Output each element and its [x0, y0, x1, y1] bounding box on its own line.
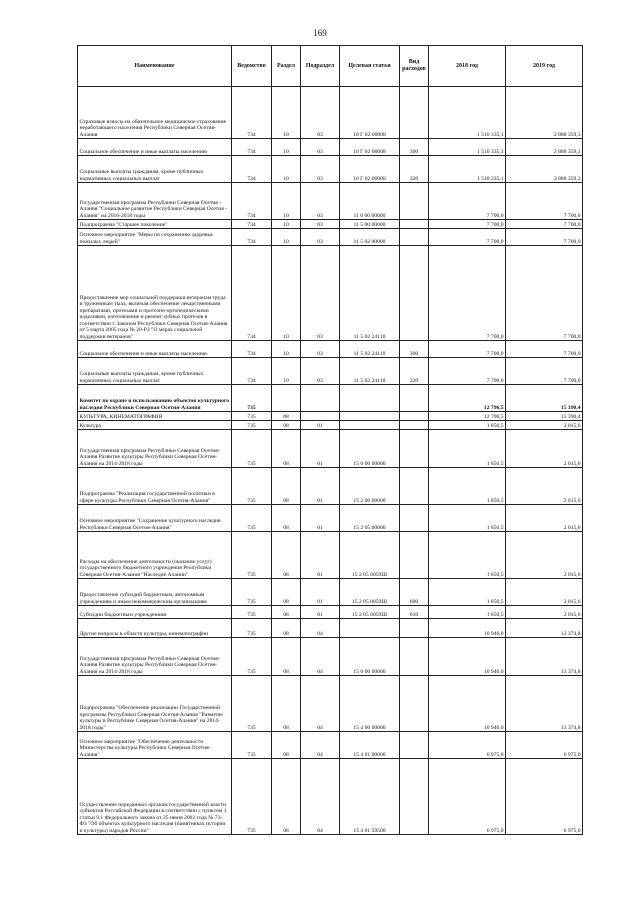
row-section: 10: [272, 220, 301, 229]
row-section: 08: [272, 638, 301, 676]
row-department: 735: [232, 412, 272, 421]
row-expense-type: [400, 385, 429, 412]
col-header-target-article: Целевая статья: [340, 46, 400, 87]
row-department: 735: [232, 468, 272, 505]
row-name: Осуществление переданных органам государственной власти субъектов Российской Федерации в соответствии с пунктом 1 статьи 9.1 Федерального закона от 25 июня 2002 года № 73-ФЗ "Об объектах культурного наследия (памятниках истории и культуры) народов России": [78, 759, 232, 835]
col-header-name: Наименование: [78, 46, 232, 87]
row-subsection: 01: [301, 532, 340, 579]
row-name: КУЛЬТУРА, КИНЕМАТОГРАФИЯ: [78, 412, 232, 421]
row-name: Социальные выплаты гражданам, кроме публичных нормативных социальных выплат: [78, 358, 232, 385]
row-amount-2019: 2 015,6: [506, 606, 583, 619]
row-target-article: [340, 412, 400, 421]
row-department: 734: [232, 229, 272, 246]
table-row: [78, 139, 583, 156]
row-amount-2019: 6 975,0: [506, 759, 583, 835]
row-name: Государственная программа Республики Северная Осетия-Алания Развитие культуры Республики Северная Осетия-Алания на 2014-2018 годы: [78, 430, 232, 468]
row-amount-2019: 2 015,6: [506, 579, 583, 606]
row-department: 735: [232, 532, 272, 579]
row-department: 735: [232, 606, 272, 619]
page-number: 169: [313, 28, 327, 38]
table-row: [78, 732, 583, 759]
row-amount-2019: 7 700,0: [506, 246, 583, 341]
row-subsection: 03: [301, 358, 340, 385]
row-expense-type: [400, 619, 429, 638]
row-subsection: 01: [301, 579, 340, 606]
table-row: [78, 412, 583, 421]
row-expense-type: [400, 759, 429, 835]
row-expense-type: [400, 412, 429, 421]
row-subsection: 04: [301, 759, 340, 835]
row-name: Подпрограмма "Старшее поколение": [78, 220, 232, 229]
table-row: [78, 183, 583, 220]
row-expense-type: [400, 732, 429, 759]
row-section: 08: [272, 430, 301, 468]
row-section: 08: [272, 619, 301, 638]
row-name: Другие вопросы в области культуры, кинематографии: [78, 619, 232, 638]
row-amount-2018: 1 850,5: [429, 421, 506, 430]
row-amount-2019: 7 700,0: [506, 183, 583, 220]
row-target-article: 15 2 05 00000: [340, 505, 400, 532]
row-name: Государственная программа Республики Северная Осетия - Алания "Социальное развитие Республики Северная Осетия - Алания" на 2016-2018 годы: [78, 183, 232, 220]
row-amount-2018: 7 700,0: [429, 358, 506, 385]
row-expense-type: [400, 421, 429, 430]
row-target-article: 15 2 05 0059Ш: [340, 579, 400, 606]
row-department: 734: [232, 156, 272, 183]
row-name: Социальные выплаты гражданам, кроме публичных нормативных социальных выплат: [78, 156, 232, 183]
row-name: Предоставление мер социальной поддержки ветеранам труда и труженикам тыла, включая обеспечение лекарственными препаратами, протезами и протезно-ортопедическими изделиями, изготовление и ремонт зубных протезов в соответствии с Законом Республики Северная Осетия-Алания от 5 марта 2005 года № 20-РЗ "О мерах социальной поддержки ветеранов": [78, 246, 232, 341]
row-name: Основное мероприятие "Сохранение культурного наследия Республики Северная Осетия-Алания": [78, 505, 232, 532]
row-name: Культура: [78, 421, 232, 430]
row-department: 735: [232, 619, 272, 638]
row-amount-2018: 1 850,5: [429, 579, 506, 606]
row-department: 734: [232, 220, 272, 229]
row-name: Страховые взносы на обязательное медицинское страхование неработающего населения Республики Северная Осетия-Алания: [78, 87, 232, 139]
row-name: Подпрограмма "Реализация государственной политики в сфере культуры Республики Северная Осетия-Алания": [78, 468, 232, 505]
table-header-row: [78, 46, 583, 87]
row-subsection: 01: [301, 430, 340, 468]
row-target-article: 15 2 05 0059Ш: [340, 532, 400, 579]
row-department: 734: [232, 246, 272, 341]
row-section: 10: [272, 87, 301, 139]
row-amount-2019: 7 700,0: [506, 341, 583, 358]
row-amount-2019: 6 975,0: [506, 732, 583, 759]
row-subsection: 03: [301, 139, 340, 156]
table-row: [78, 532, 583, 579]
row-amount-2018: 1 510 335,1: [429, 156, 506, 183]
row-expense-type: 300: [400, 139, 429, 156]
row-amount-2018: 6 975,0: [429, 759, 506, 835]
row-amount-2018: 10 946,0: [429, 638, 506, 676]
row-expense-type: [400, 638, 429, 676]
row-target-article: 15 2 05 0059Ш: [340, 606, 400, 619]
row-amount-2018: 1 850,5: [429, 532, 506, 579]
row-amount-2018: 7 700,0: [429, 220, 506, 229]
col-header-expense-type: Вид расходов: [400, 46, 429, 87]
table-body: [78, 87, 583, 835]
row-target-article: 10 Г 02 00008: [340, 156, 400, 183]
table-row: [78, 341, 583, 358]
row-amount-2018: 7 700,0: [429, 183, 506, 220]
row-target-article: 10 Г 02 00008: [340, 87, 400, 139]
row-amount-2018: 7 700,0: [429, 341, 506, 358]
row-amount-2019: 2 015,6: [506, 421, 583, 430]
row-expense-type: [400, 229, 429, 246]
row-amount-2018: 1 510 335,1: [429, 139, 506, 156]
row-expense-type: [400, 430, 429, 468]
row-expense-type: [400, 468, 429, 505]
row-amount-2019: 2 888 359,3: [506, 87, 583, 139]
table-row: [78, 606, 583, 619]
row-section: 08: [272, 676, 301, 732]
row-department: 735: [232, 505, 272, 532]
row-amount-2019: 2 015,6: [506, 430, 583, 468]
row-subsection: 03: [301, 246, 340, 341]
row-subsection: 01: [301, 606, 340, 619]
row-subsection: [301, 385, 340, 412]
row-subsection: 03: [301, 341, 340, 358]
row-target-article: 15 4 01 00000: [340, 732, 400, 759]
row-department: 734: [232, 87, 272, 139]
row-subsection: 04: [301, 732, 340, 759]
row-subsection: 01: [301, 468, 340, 505]
row-subsection: 01: [301, 505, 340, 532]
row-name: Субсидии бюджетным учреждениям: [78, 606, 232, 619]
row-target-article: 11 0 00 00000: [340, 183, 400, 220]
table-row: [78, 421, 583, 430]
row-subsection: 03: [301, 183, 340, 220]
row-target-article: 15 0 00 00000: [340, 638, 400, 676]
row-name: Социальное обеспечение и иные выплаты населению: [78, 139, 232, 156]
table-row: [78, 229, 583, 246]
row-amount-2019: 13 374,8: [506, 638, 583, 676]
row-subsection: 03: [301, 229, 340, 246]
row-subsection: 04: [301, 638, 340, 676]
table-row: [78, 385, 583, 412]
row-expense-type: [400, 676, 429, 732]
row-target-article: 11 5 02 24110: [340, 246, 400, 341]
table-row: [78, 246, 583, 341]
row-section: [272, 385, 301, 412]
row-amount-2019: 13 374,8: [506, 676, 583, 732]
row-amount-2018: 12 796,5: [429, 412, 506, 421]
row-subsection: [301, 412, 340, 421]
row-amount-2018: 7 700,0: [429, 229, 506, 246]
row-target-article: 11 5 02 24110: [340, 358, 400, 385]
table-row: [78, 619, 583, 638]
row-section: 10: [272, 139, 301, 156]
row-section: 08: [272, 732, 301, 759]
row-section: 08: [272, 579, 301, 606]
row-department: 734: [232, 358, 272, 385]
row-department: 735: [232, 759, 272, 835]
row-target-article: 11 5 02 24110: [340, 341, 400, 358]
row-expense-type: [400, 183, 429, 220]
row-subsection: 03: [301, 220, 340, 229]
row-expense-type: 320: [400, 358, 429, 385]
row-expense-type: [400, 220, 429, 229]
row-target-article: [340, 421, 400, 430]
table-row: [78, 156, 583, 183]
row-department: 735: [232, 638, 272, 676]
row-section: 08: [272, 412, 301, 421]
row-name: Основное мероприятие "Обеспечение деятельности Министерства культуры Республики Северная Осетия-Алания": [78, 732, 232, 759]
row-amount-2019: 13 374,8: [506, 619, 583, 638]
row-expense-type: 320: [400, 156, 429, 183]
row-expense-type: [400, 246, 429, 341]
row-amount-2019: 7 700,0: [506, 229, 583, 246]
row-section: 10: [272, 341, 301, 358]
row-target-article: 10 Г 02 00008: [340, 139, 400, 156]
table-row: [78, 638, 583, 676]
row-target-article: [340, 385, 400, 412]
table-row: [78, 87, 583, 139]
row-amount-2019: 2 015,6: [506, 532, 583, 579]
row-subsection: 01: [301, 421, 340, 430]
row-name: Основное мероприятие "Меры по сохранению здоровья пожилых людей": [78, 229, 232, 246]
row-amount-2019: 15 390,4: [506, 385, 583, 412]
table-row: [78, 505, 583, 532]
row-amount-2018: 1 850,5: [429, 505, 506, 532]
row-amount-2018: 1 850,5: [429, 468, 506, 505]
row-amount-2018: 6 975,0: [429, 732, 506, 759]
col-header-year-2019: 2019 год: [506, 46, 583, 87]
row-section: 10: [272, 156, 301, 183]
row-section: 08: [272, 468, 301, 505]
row-department: 734: [232, 183, 272, 220]
table-row: [78, 579, 583, 606]
row-amount-2019: 2 015,6: [506, 468, 583, 505]
row-expense-type: 300: [400, 341, 429, 358]
row-target-article: 15 2 00 00000: [340, 468, 400, 505]
budget-table: [77, 45, 583, 835]
row-name: Подпрограмма "Обеспечение реализации Государственной программы Республики Северная Осетия-Алания "Развитие культуры в Республике Северная Осетия-Алания" на 2014-2018 годы": [78, 676, 232, 732]
row-subsection: 03: [301, 87, 340, 139]
row-target-article: 15 4 01 59500: [340, 759, 400, 835]
row-subsection: 03: [301, 156, 340, 183]
table-row: [78, 676, 583, 732]
row-department: 735: [232, 676, 272, 732]
row-subsection: 04: [301, 619, 340, 638]
row-name: Социальное обеспечение и иные выплаты населению: [78, 341, 232, 358]
row-amount-2018: 12 796,5: [429, 385, 506, 412]
row-name: Предоставление субсидий бюджетным, автономным учреждениям и иным некоммерческим организациям: [78, 579, 232, 606]
row-amount-2019: 2 888 359,3: [506, 156, 583, 183]
row-amount-2018: 10 946,0: [429, 619, 506, 638]
row-department: 735: [232, 732, 272, 759]
row-amount-2019: 2 888 359,3: [506, 139, 583, 156]
table-row: [78, 430, 583, 468]
row-section: 08: [272, 606, 301, 619]
row-expense-type: [400, 87, 429, 139]
row-amount-2019: 2 015,6: [506, 505, 583, 532]
row-amount-2018: 10 946,0: [429, 676, 506, 732]
row-expense-type: [400, 505, 429, 532]
row-section: 08: [272, 421, 301, 430]
row-department: 735: [232, 430, 272, 468]
row-subsection: 04: [301, 676, 340, 732]
table-row: [78, 220, 583, 229]
col-header-section: Раздел: [272, 46, 301, 87]
row-section: 10: [272, 358, 301, 385]
row-department: 734: [232, 341, 272, 358]
row-section: 08: [272, 505, 301, 532]
row-amount-2018: 1 850,5: [429, 606, 506, 619]
col-header-department: Ведомство: [232, 46, 272, 87]
row-name: Расходы на обеспечение деятельности (оказание услуг) государственного бюджетного учреждения Республики Северная Осетия-Алания "Наследие Алании": [78, 532, 232, 579]
row-department: 735: [232, 421, 272, 430]
table-row: [78, 358, 583, 385]
row-department: 735: [232, 385, 272, 412]
table-row: [78, 759, 583, 835]
table-row: [78, 468, 583, 505]
row-expense-type: 610: [400, 606, 429, 619]
col-header-year-2018: 2018 год: [429, 46, 506, 87]
row-section: 10: [272, 183, 301, 220]
col-header-subsection: Подраздел: [301, 46, 340, 87]
row-section: 08: [272, 532, 301, 579]
row-section: 10: [272, 229, 301, 246]
row-amount-2019: 15 390,4: [506, 412, 583, 421]
row-amount-2018: 7 700,0: [429, 246, 506, 341]
row-amount-2018: 1 850,5: [429, 430, 506, 468]
row-amount-2018: 1 510 335,1: [429, 87, 506, 139]
row-target-article: 11 5 02 00000: [340, 229, 400, 246]
row-department: 735: [232, 579, 272, 606]
row-name: Комитет по охране и использованию объектов культурного наследия Республики Северная Осетия-Алания: [78, 385, 232, 412]
row-target-article: [340, 619, 400, 638]
row-name: Государственная программа Республики Северная Осетия-Алания Развитие культуры Республики Северная Осетия-Алания на 2014-2018 годы: [78, 638, 232, 676]
row-target-article: 15 4 00 00000: [340, 676, 400, 732]
row-target-article: 15 0 00 00000: [340, 430, 400, 468]
row-amount-2019: 7 700,0: [506, 358, 583, 385]
row-expense-type: [400, 532, 429, 579]
row-target-article: 11 5 00 00000: [340, 220, 400, 229]
row-amount-2019: 7 700,0: [506, 220, 583, 229]
row-section: 10: [272, 246, 301, 341]
row-department: 734: [232, 139, 272, 156]
row-section: 08: [272, 759, 301, 835]
row-expense-type: 600: [400, 579, 429, 606]
